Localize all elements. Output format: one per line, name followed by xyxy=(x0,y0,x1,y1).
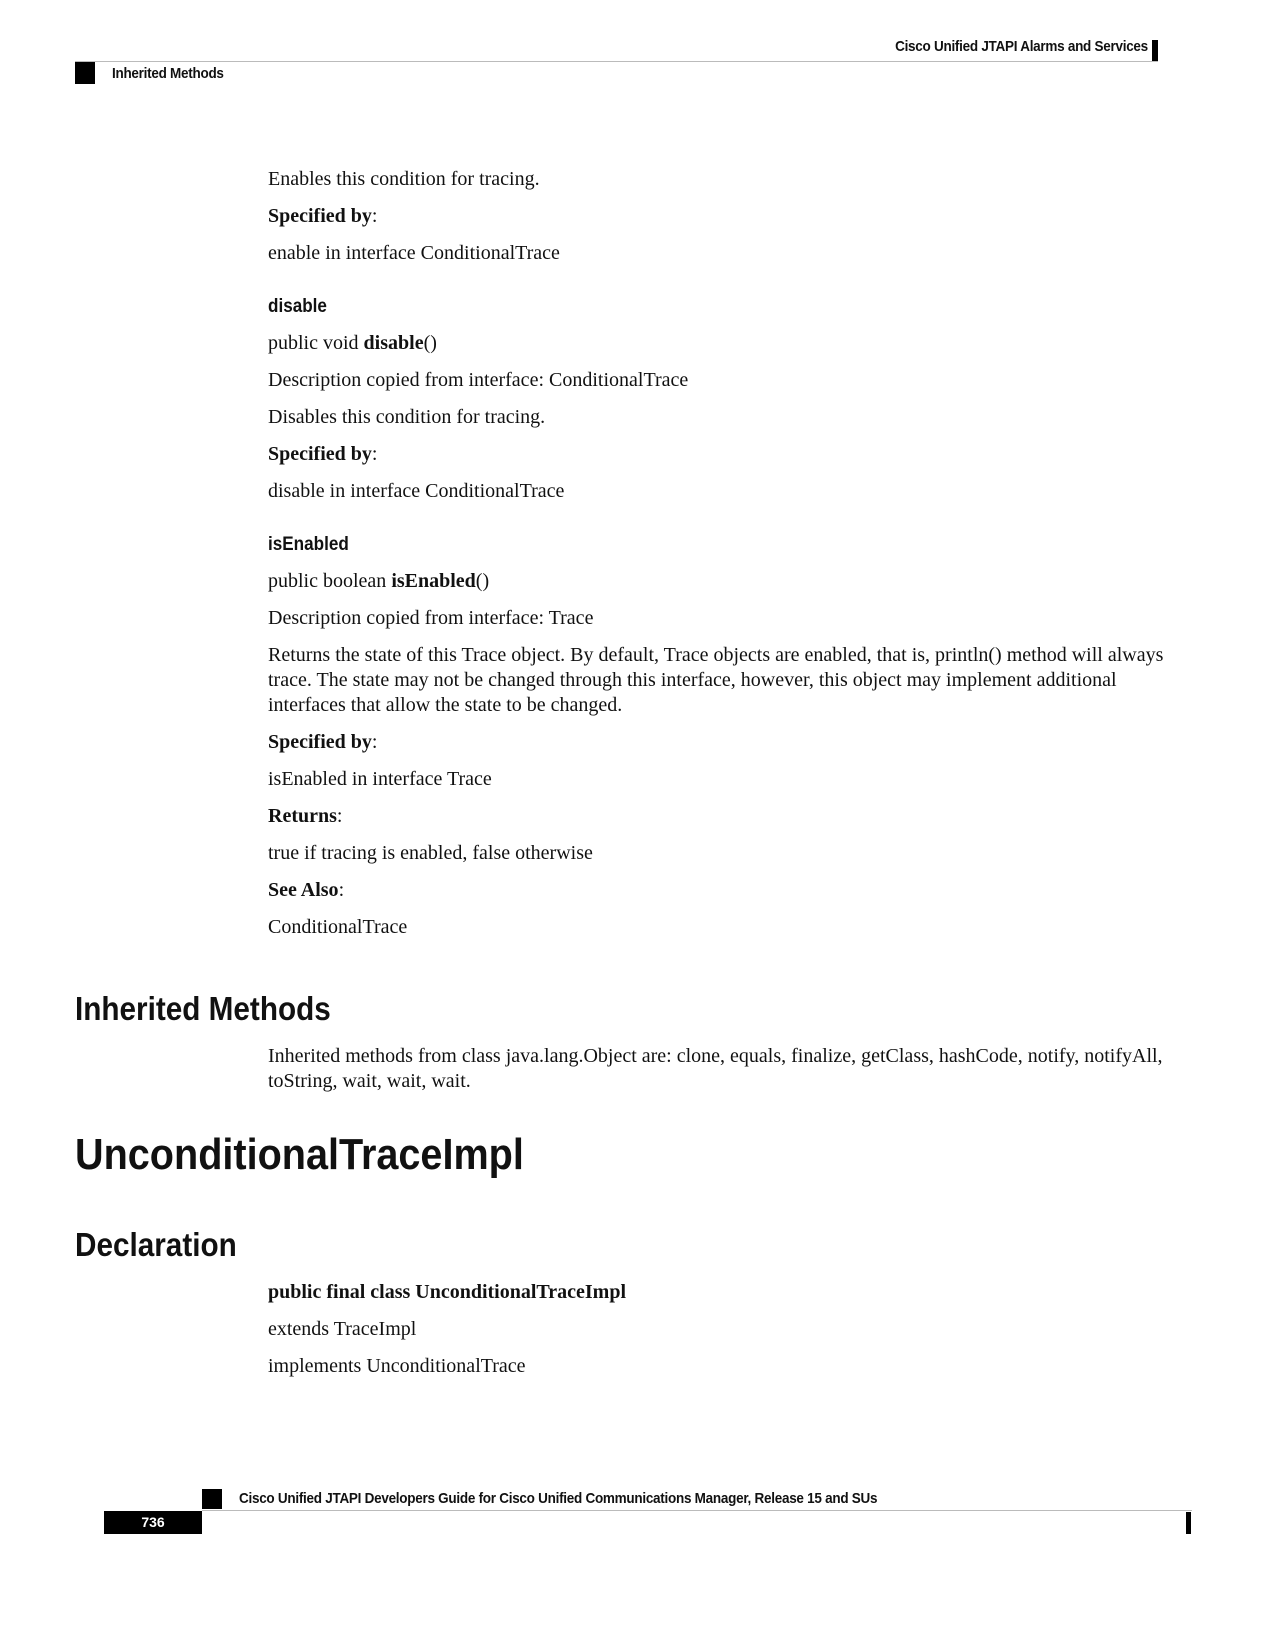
footer-rule xyxy=(202,1510,1192,1511)
header-rule xyxy=(75,61,1158,62)
declaration-line: public final class UnconditionalTraceImpl xyxy=(268,1281,627,1303)
disable-copied-from: Description copied from interface: ConditionalTrace xyxy=(268,369,689,391)
declaration-body xyxy=(268,1280,1168,1391)
page-number: 736 xyxy=(104,1511,202,1534)
class-title: UnconditionalTraceImpl xyxy=(75,1130,524,1179)
disable-specified-by-value: disable in interface ConditionalTrace xyxy=(268,480,565,502)
disable-heading: disable xyxy=(268,296,327,317)
inherited-methods-text: Inherited methods from class java.lang.Object are: clone, equals, finalize, getClass, hashCode, notify, notifyAll, toString, wait, wait, wait. xyxy=(268,1045,1163,1092)
enable-description: Enables this condition for tracing. xyxy=(268,168,540,190)
isenabled-signature: public boolean isEnabled() xyxy=(268,570,490,592)
declaration-implements: implements UnconditionalTrace xyxy=(268,1355,526,1377)
isenabled-returns-label: Returns: xyxy=(268,805,343,827)
isenabled-specified-by-label: Specified by: xyxy=(268,731,378,753)
header-bar-marker xyxy=(1152,40,1158,62)
isenabled-see-also-label: See Also: xyxy=(268,879,345,901)
isenabled-see-also-value: ConditionalTrace xyxy=(268,916,408,938)
footer-guide-title: Cisco Unified JTAPI Developers Guide for Cisco Unified Communications Manager, Release 15 and SUs xyxy=(239,1490,878,1507)
inherited-methods-heading: Inherited Methods xyxy=(75,990,331,1027)
isenabled-description: Returns the state of this Trace object. By default, Trace objects are enabled, that is, println() method will always trace. The state may not be changed through this interface, however, this object may implement additional interfaces that allow the state to be changed. xyxy=(268,644,1164,716)
isenabled-returns-value: true if tracing is enabled, false otherwise xyxy=(268,842,593,864)
declaration-heading: Declaration xyxy=(75,1226,237,1263)
isenabled-copied-from: Description copied from interface: Trace xyxy=(268,607,594,629)
disable-description: Disables this condition for tracing. xyxy=(268,406,546,428)
running-header-title: Cisco Unified JTAPI Alarms and Services xyxy=(895,38,1148,55)
enable-specified-by-value: enable in interface ConditionalTrace xyxy=(268,242,560,264)
inherited-methods-body xyxy=(268,1044,1168,1106)
disable-specified-by-label: Specified by: xyxy=(268,443,378,465)
header-square-marker xyxy=(75,62,95,84)
isenabled-specified-by-value: isEnabled in interface Trace xyxy=(268,768,492,790)
footer-square-marker xyxy=(202,1489,222,1509)
disable-signature: public void disable() xyxy=(268,332,437,354)
running-header-section: Inherited Methods xyxy=(112,65,224,82)
isenabled-heading: isEnabled xyxy=(268,534,349,555)
footer-bar-marker xyxy=(1186,1512,1191,1534)
enable-specified-by-label: Specified by: xyxy=(268,205,378,227)
declaration-extends: extends TraceImpl xyxy=(268,1318,417,1340)
method-details xyxy=(268,167,1168,952)
